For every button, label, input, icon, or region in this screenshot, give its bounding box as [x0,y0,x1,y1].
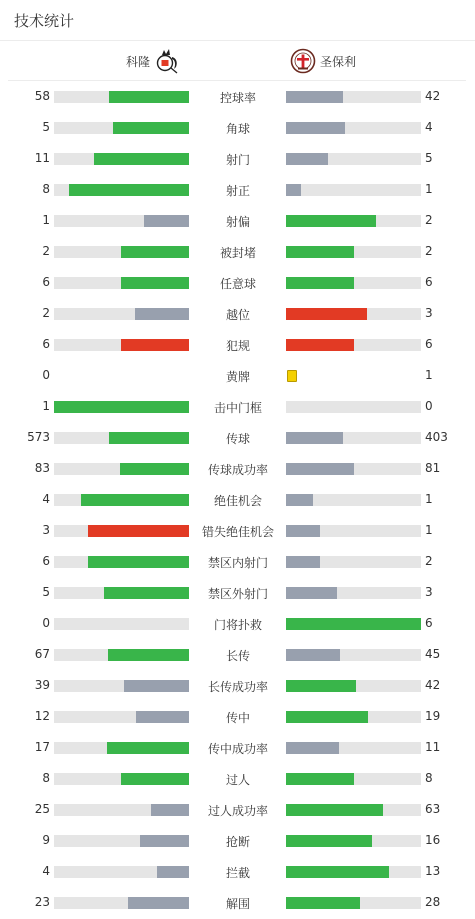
home-stat-bar-fill [121,773,189,785]
teams-header [8,41,466,81]
away-stat-value: 11 [425,740,441,754]
home-stat-bar-fill [113,122,189,134]
home-stat-bar-fill [94,153,189,165]
away-stat-bar [286,742,421,754]
away-team-name: 圣保利 [320,54,357,69]
away-stat-bar-fill [286,866,389,878]
away-team[interactable] [290,48,356,74]
away-stat-bar-fill [286,308,367,320]
stat-label: 解围 [225,897,250,911]
away-stat-bar [286,122,421,134]
home-stat-bar [54,463,189,475]
home-stat-bar [54,587,189,599]
stat-label: 禁区内射门 [207,556,268,570]
home-stat-value: 12 [34,709,50,723]
away-stat-value: 63 [425,802,441,816]
home-stat-bar [54,215,189,227]
stat-row [0,81,475,112]
stat-label: 射偏 [225,215,250,229]
home-stat-bar [54,432,189,444]
stat-row [0,763,475,794]
stat-row [0,856,475,887]
stat-row [0,298,475,329]
away-stat-bar-fill [286,897,360,909]
away-stat-value: 2 [425,244,433,258]
away-stat-bar-fill [286,215,376,227]
stat-label: 传中 [225,711,250,725]
home-stat-bar-fill [121,246,189,258]
away-stat-value: 6 [425,337,433,351]
home-stat-bar [54,339,189,351]
stat-row [0,887,475,918]
away-stat-bar-fill [286,184,301,196]
stat-label: 错失绝佳机会 [201,525,274,539]
stat-label: 控球率 [219,91,256,105]
away-stat-value: 5 [425,151,433,165]
stat-row [0,701,475,732]
stat-label: 越位 [225,308,250,322]
away-stat-value: 4 [425,120,433,134]
stat-row [0,639,475,670]
home-stat-bar [54,742,189,754]
away-stat-value: 8 [425,771,433,785]
home-stat-bar [54,525,189,537]
home-stat-bar-fill [120,463,189,475]
away-stat-bar [286,463,421,475]
away-stat-bar [286,153,421,165]
away-stat-value: 3 [425,306,433,320]
away-stat-value: 2 [425,554,433,568]
home-stat-bar-fill [140,835,189,847]
home-team-name: 科隆 [125,54,150,69]
stat-row [0,577,475,608]
home-stat-bar [54,618,189,630]
home-stat-value: 2 [42,306,50,320]
away-stat-bar [286,215,421,227]
home-stat-bar [54,866,189,878]
away-stat-bar [286,339,421,351]
away-stat-bar [286,91,421,103]
away-stat-value: 1 [425,523,433,537]
away-stat-bar [286,587,421,599]
stat-label: 长传成功率 [207,680,268,694]
away-stat-value: 2 [425,213,433,227]
home-stat-bar-fill [151,804,189,816]
stat-label: 射门 [225,153,250,167]
home-stat-bar [54,649,189,661]
home-stat-value: 17 [34,740,50,754]
away-stat-value: 6 [425,275,433,289]
home-stat-bar [54,153,189,165]
stat-row [0,453,475,484]
stat-row [0,112,475,143]
stat-label: 被封堵 [219,246,256,260]
home-stat-bar [54,556,189,568]
home-stat-value: 9 [42,833,50,847]
away-stat-value: 1 [425,182,433,196]
home-stat-value: 6 [42,275,50,289]
stat-label: 禁区外射门 [207,587,268,601]
stat-row [0,484,475,515]
away-stat-bar-fill [286,277,354,289]
away-stat-bar-fill [286,711,368,723]
stat-row [0,546,475,577]
stat-label: 传球成功率 [207,463,268,477]
home-stat-bar [54,184,189,196]
home-stat-bar [54,711,189,723]
stat-row [0,422,475,453]
away-stat-bar-fill [286,742,339,754]
home-stat-bar [54,91,189,103]
away-stat-value: 3 [425,585,433,599]
away-stat-bar [286,525,421,537]
away-team-logo-icon [290,48,316,74]
away-stat-bar [286,401,421,413]
stat-label: 传中成功率 [207,742,268,756]
away-stat-bar [286,308,421,320]
away-stat-value: 42 [425,678,441,692]
home-stat-value: 39 [34,678,50,692]
stat-row [0,391,475,422]
away-stat-bar-fill [286,587,337,599]
home-team[interactable] [126,49,180,73]
stat-label: 传球 [225,432,250,446]
stat-label: 拦截 [225,866,250,880]
home-stat-bar [54,494,189,506]
away-stat-bar [286,680,421,692]
away-stat-bar [286,649,421,661]
away-stat-bar [286,432,421,444]
home-stat-bar-fill [121,339,189,351]
stat-label: 黄牌 [225,370,250,384]
away-stat-bar [286,618,421,630]
stat-label: 击中门框 [213,401,262,415]
stat-row [0,174,475,205]
home-stat-value: 6 [42,337,50,351]
home-stat-value: 5 [42,585,50,599]
home-stat-bar [54,122,189,134]
home-stat-bar [54,897,189,909]
stat-row [0,825,475,856]
home-stat-value: 1 [42,213,50,227]
page-title: 技术统计 [14,12,75,30]
home-stat-value: 8 [42,182,50,196]
away-stat-bar-fill [286,339,354,351]
home-stat-bar-fill [144,215,189,227]
stat-label: 角球 [225,122,250,136]
away-stat-bar-fill [286,122,345,134]
away-stat-bar [286,866,421,878]
home-stat-bar-fill [109,432,189,444]
home-stat-bar-fill [108,649,189,661]
stat-label: 过人成功率 [207,804,268,818]
home-stat-value: 0 [42,616,50,630]
stat-row [0,236,475,267]
away-stat-bar-fill [286,680,356,692]
away-stat-bar-fill [286,246,354,258]
home-stat-value: 58 [34,89,50,103]
stat-label: 任意球 [219,277,256,291]
stat-row [0,670,475,701]
home-stat-value: 8 [42,771,50,785]
away-stat-value: 16 [425,833,441,847]
yellow-card-icon [287,370,297,382]
home-stat-bar-fill [109,91,189,103]
stat-label: 门将扑救 [213,618,262,632]
away-stat-bar-fill [286,804,383,816]
away-stat-value: 1 [425,492,433,506]
home-stat-value: 2 [42,244,50,258]
away-stat-value: 19 [425,709,441,723]
away-stat-bar [286,277,421,289]
home-stat-value: 5 [42,120,50,134]
away-stat-bar [286,556,421,568]
home-stat-bar-fill [69,184,189,196]
away-stat-bar [286,494,421,506]
home-stat-value: 0 [42,368,50,382]
home-stat-value: 3 [42,523,50,537]
stat-row [0,205,475,236]
home-stat-bar-fill [81,494,189,506]
away-stat-value: 28 [425,895,441,909]
away-stat-value: 6 [425,616,433,630]
stat-row [0,515,475,546]
home-stat-value: 83 [34,461,50,475]
away-stat-value: 45 [425,647,441,661]
stat-label: 抢断 [225,835,250,849]
away-stat-bar-fill [286,432,343,444]
stat-row [0,794,475,825]
stat-label: 长传 [225,649,250,663]
away-stat-bar-fill [286,773,354,785]
away-stat-bar-fill [286,556,320,568]
away-stat-bar [286,246,421,258]
away-stat-value: 403 [425,430,448,444]
home-stat-bar-fill [107,742,189,754]
away-stat-bar [286,804,421,816]
home-stat-bar [54,401,189,413]
home-stat-bar-fill [136,711,189,723]
away-stat-bar-fill [286,91,343,103]
away-stat-bar [286,711,421,723]
away-stat-bar [286,773,421,785]
stat-row [0,732,475,763]
away-stat-bar-fill [286,525,320,537]
home-stat-bar-fill [88,556,189,568]
home-stat-bar-fill [104,587,189,599]
home-stat-value: 573 [27,430,50,444]
home-stat-bar [54,773,189,785]
home-stat-value: 4 [42,492,50,506]
away-stat-bar [286,835,421,847]
home-stat-value: 1 [42,399,50,413]
home-stat-bar-fill [54,401,189,413]
stat-label: 过人 [225,773,250,787]
away-stat-bar-fill [286,153,328,165]
stat-label: 射正 [225,184,250,198]
stat-row [0,267,475,298]
home-stat-value: 11 [34,151,50,165]
home-stat-bar-fill [128,897,189,909]
home-stat-value: 67 [34,647,50,661]
home-stat-bar [54,277,189,289]
home-stat-bar [54,680,189,692]
home-stat-bar-fill [88,525,189,537]
stat-label: 犯规 [225,339,250,353]
home-stat-value: 23 [34,895,50,909]
home-stat-bar-fill [124,680,189,692]
header [0,0,475,41]
home-stat-bar [54,804,189,816]
stat-row [0,608,475,639]
away-stat-bar [286,184,421,196]
away-stat-value: 81 [425,461,441,475]
away-stat-bar [286,897,421,909]
stat-row [0,329,475,360]
home-stat-value: 6 [42,554,50,568]
home-stat-bar [54,308,189,320]
home-stat-value: 4 [42,864,50,878]
home-stat-bar-fill [135,308,189,320]
home-team-logo-icon [154,48,180,74]
stat-label: 绝佳机会 [213,494,262,508]
stat-row [0,143,475,174]
away-stat-bar-fill [286,618,421,630]
home-stat-bar [54,246,189,258]
home-stat-bar-fill [157,866,189,878]
away-stat-value: 13 [425,864,441,878]
stat-row [0,360,475,391]
away-stat-value: 0 [425,399,433,413]
home-stat-bar [54,835,189,847]
away-stat-value: 42 [425,89,441,103]
away-stat-bar-fill [286,463,354,475]
away-stat-bar-fill [286,494,313,506]
away-stat-value: 1 [425,368,433,382]
away-stat-bar-fill [286,835,372,847]
home-stat-bar-fill [121,277,189,289]
away-stat-bar-fill [286,649,340,661]
home-stat-value: 25 [34,802,50,816]
